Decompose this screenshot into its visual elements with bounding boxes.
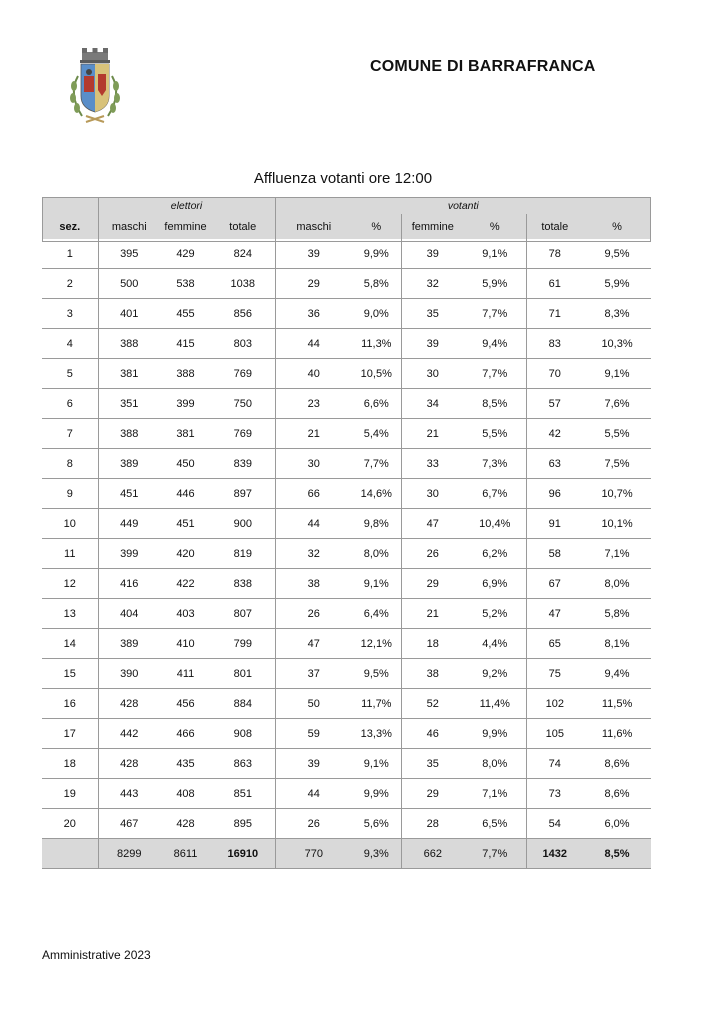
cell-vo-maschi-pct: 11,3% [352,329,401,359]
total-vo-femmine: 662 [401,839,464,869]
cell-el-maschi: 390 [98,659,160,689]
cell-vo-maschi: 66 [275,479,352,509]
col-el-totale: totale [211,214,275,239]
cell-sez: 10 [42,509,98,539]
cell-el-totale: 769 [211,419,275,449]
cell-el-totale: 851 [211,779,275,809]
cell-vo-femmine: 46 [401,719,464,749]
cell-vo-totale-pct: 10,7% [583,479,651,509]
cell-vo-totale: 61 [526,269,583,299]
cell-vo-femmine: 26 [401,539,464,569]
cell-vo-femmine-pct: 7,7% [464,299,526,329]
cell-el-totale: 895 [211,809,275,839]
cell-vo-totale: 78 [526,239,583,269]
cell-vo-totale-pct: 9,1% [583,359,651,389]
page-title: Affluenza votanti ore 12:00 [253,170,433,187]
cell-el-maschi: 443 [98,779,160,809]
cell-vo-totale: 73 [526,779,583,809]
cell-vo-totale-pct: 8,1% [583,629,651,659]
cell-vo-maschi: 36 [275,299,352,329]
cell-vo-totale: 105 [526,719,583,749]
cell-vo-femmine-pct: 10,4% [464,509,526,539]
cell-el-totale: 807 [211,599,275,629]
cell-el-maschi: 404 [98,599,160,629]
cell-sez: 7 [42,419,98,449]
col-vo-maschi: maschi [275,214,352,239]
table-row [42,629,651,659]
cell-el-maschi: 389 [98,629,160,659]
cell-sez: 15 [42,659,98,689]
cell-vo-totale: 57 [526,389,583,419]
total-el-maschi: 8299 [98,839,160,869]
table-row [42,599,651,629]
cell-vo-femmine-pct: 5,2% [464,599,526,629]
cell-vo-totale-pct: 10,1% [583,509,651,539]
cell-vo-femmine-pct: 8,5% [464,389,526,419]
cell-vo-femmine-pct: 9,1% [464,239,526,269]
cell-vo-femmine: 29 [401,569,464,599]
cell-vo-femmine-pct: 6,2% [464,539,526,569]
cell-vo-maschi-pct: 10,5% [352,359,401,389]
total-el-totale: 16910 [211,839,275,869]
cell-vo-totale-pct: 7,6% [583,389,651,419]
column-header-row [42,214,651,239]
cell-el-maschi: 401 [98,299,160,329]
cell-vo-maschi: 26 [275,809,352,839]
cell-el-maschi: 388 [98,329,160,359]
total-el-femmine: 8611 [160,839,211,869]
cell-vo-maschi: 23 [275,389,352,419]
cell-vo-femmine-pct: 9,9% [464,719,526,749]
cell-vo-maschi: 37 [275,659,352,689]
cell-el-totale: 801 [211,659,275,689]
cell-vo-femmine: 18 [401,629,464,659]
blank-header-cell [42,197,98,214]
cell-sez: 2 [42,269,98,299]
cell-vo-totale: 74 [526,749,583,779]
col-sez: sez. [42,214,98,239]
cell-el-femmine: 451 [160,509,211,539]
cell-vo-maschi-pct: 9,9% [352,779,401,809]
cell-vo-femmine-pct: 11,4% [464,689,526,719]
cell-el-maschi: 399 [98,539,160,569]
cell-vo-femmine-pct: 9,4% [464,329,526,359]
cell-vo-maschi-pct: 9,8% [352,509,401,539]
cell-vo-femmine: 35 [401,749,464,779]
cell-vo-femmine: 32 [401,269,464,299]
cell-el-totale: 839 [211,449,275,479]
comune-title: COMUNE DI BARRAFRANCA [370,58,596,75]
col-vo-totale-pct: % [583,214,651,239]
cell-vo-femmine: 47 [401,509,464,539]
cell-vo-totale-pct: 8,3% [583,299,651,329]
cell-el-maschi: 381 [98,359,160,389]
cell-el-totale: 838 [211,569,275,599]
cell-sez: 12 [42,569,98,599]
cell-vo-totale-pct: 7,5% [583,449,651,479]
cell-el-femmine: 388 [160,359,211,389]
col-el-femmine: femmine [160,214,211,239]
cell-vo-maschi: 40 [275,359,352,389]
col-vo-femmine: femmine [401,214,464,239]
group-header-row [42,197,651,214]
cell-vo-maschi: 26 [275,599,352,629]
cell-el-maschi: 467 [98,809,160,839]
table-row [42,809,651,839]
cell-vo-maschi-pct: 12,1% [352,629,401,659]
table-row [42,689,651,719]
cell-el-maschi: 388 [98,419,160,449]
group-votanti: votanti [275,197,651,214]
table-row [42,479,651,509]
cell-el-femmine: 399 [160,389,211,419]
cell-vo-maschi-pct: 5,6% [352,809,401,839]
cell-vo-maschi: 32 [275,539,352,569]
cell-vo-maschi-pct: 14,6% [352,479,401,509]
cell-vo-totale-pct: 9,5% [583,239,651,269]
cell-vo-maschi: 38 [275,569,352,599]
cell-el-totale: 803 [211,329,275,359]
table-row [42,419,651,449]
cell-vo-totale: 58 [526,539,583,569]
cell-el-totale: 900 [211,509,275,539]
cell-el-femmine: 428 [160,809,211,839]
cell-vo-femmine: 21 [401,599,464,629]
cell-vo-totale: 75 [526,659,583,689]
cell-vo-totale-pct: 5,5% [583,419,651,449]
table-row [42,659,651,689]
cell-vo-femmine-pct: 7,3% [464,449,526,479]
cell-el-totale: 863 [211,749,275,779]
cell-el-femmine: 415 [160,329,211,359]
cell-vo-totale: 91 [526,509,583,539]
cell-vo-femmine-pct: 6,5% [464,809,526,839]
table-row [42,449,651,479]
cell-vo-maschi-pct: 9,1% [352,569,401,599]
cell-vo-totale: 65 [526,629,583,659]
footer-note: Amministrative 2023 [42,948,151,962]
cell-vo-femmine: 39 [401,329,464,359]
total-vo-maschi-pct: 9,3% [352,839,401,869]
cell-vo-totale-pct: 5,8% [583,599,651,629]
cell-vo-femmine: 29 [401,779,464,809]
cell-sez: 8 [42,449,98,479]
cell-el-femmine: 422 [160,569,211,599]
cell-el-maschi: 416 [98,569,160,599]
cell-el-totale: 824 [211,239,275,269]
table-row [42,509,651,539]
cell-el-femmine: 411 [160,659,211,689]
total-vo-totale: 1432 [526,839,583,869]
cell-el-femmine: 420 [160,539,211,569]
cell-vo-maschi-pct: 5,8% [352,269,401,299]
table-row [42,569,651,599]
group-elettori: elettori [98,197,275,214]
cell-sez: 20 [42,809,98,839]
cell-vo-totale-pct: 8,0% [583,569,651,599]
cell-vo-maschi: 39 [275,749,352,779]
cell-vo-maschi: 21 [275,419,352,449]
cell-vo-maschi-pct: 11,7% [352,689,401,719]
cell-vo-maschi-pct: 13,3% [352,719,401,749]
cell-sez: 9 [42,479,98,509]
cell-sez: 19 [42,779,98,809]
cell-vo-totale: 71 [526,299,583,329]
cell-el-femmine: 410 [160,629,211,659]
cell-vo-femmine-pct: 9,2% [464,659,526,689]
cell-el-femmine: 455 [160,299,211,329]
cell-vo-femmine-pct: 4,4% [464,629,526,659]
cell-vo-maschi-pct: 8,0% [352,539,401,569]
cell-sez: 1 [42,239,98,269]
col-el-maschi: maschi [98,214,160,239]
cell-el-totale: 884 [211,689,275,719]
cell-el-femmine: 538 [160,269,211,299]
table-row [42,329,651,359]
cell-vo-totale-pct: 9,4% [583,659,651,689]
cell-vo-maschi-pct: 9,1% [352,749,401,779]
cell-el-femmine: 429 [160,239,211,269]
cell-vo-femmine: 52 [401,689,464,719]
cell-vo-maschi-pct: 6,4% [352,599,401,629]
cell-vo-totale-pct: 11,6% [583,719,651,749]
table-row [42,539,651,569]
cell-el-totale: 799 [211,629,275,659]
table-row [42,269,651,299]
cell-vo-totale-pct: 8,6% [583,749,651,779]
cell-vo-femmine: 30 [401,479,464,509]
cell-el-totale: 750 [211,389,275,419]
table-row [42,239,651,269]
cell-vo-maschi: 59 [275,719,352,749]
cell-sez: 13 [42,599,98,629]
cell-vo-maschi: 29 [275,269,352,299]
cell-vo-maschi-pct: 9,9% [352,239,401,269]
cell-vo-totale-pct: 11,5% [583,689,651,719]
cell-vo-maschi-pct: 5,4% [352,419,401,449]
cell-vo-femmine: 34 [401,389,464,419]
cell-vo-femmine: 21 [401,419,464,449]
cell-sez: 3 [42,299,98,329]
cell-el-totale: 819 [211,539,275,569]
cell-vo-totale: 67 [526,569,583,599]
totals-row [42,839,651,869]
cell-vo-femmine-pct: 5,9% [464,269,526,299]
total-vo-totale-pct: 8,5% [583,839,651,869]
cell-el-femmine: 381 [160,419,211,449]
cell-vo-maschi-pct: 9,5% [352,659,401,689]
cell-vo-maschi-pct: 7,7% [352,449,401,479]
col-vo-femmine-pct: % [464,214,526,239]
cell-vo-totale: 70 [526,359,583,389]
cell-vo-maschi: 39 [275,239,352,269]
cell-vo-totale-pct: 8,6% [583,779,651,809]
cell-el-femmine: 450 [160,449,211,479]
cell-vo-totale: 83 [526,329,583,359]
turnout-table [42,197,651,869]
cell-vo-totale-pct: 6,0% [583,809,651,839]
cell-vo-maschi: 44 [275,779,352,809]
cell-el-maschi: 389 [98,449,160,479]
cell-el-totale: 897 [211,479,275,509]
cell-vo-femmine: 38 [401,659,464,689]
cell-vo-maschi: 50 [275,689,352,719]
cell-el-maschi: 428 [98,689,160,719]
col-vo-totale: totale [526,214,583,239]
cell-el-femmine: 466 [160,719,211,749]
cell-vo-femmine: 28 [401,809,464,839]
cell-vo-maschi-pct: 9,0% [352,299,401,329]
cell-vo-femmine-pct: 8,0% [464,749,526,779]
cell-el-femmine: 403 [160,599,211,629]
cell-el-maschi: 351 [98,389,160,419]
cell-vo-maschi-pct: 6,6% [352,389,401,419]
cell-sez: 16 [42,689,98,719]
cell-sez: 18 [42,749,98,779]
cell-vo-femmine-pct: 6,7% [464,479,526,509]
cell-vo-femmine-pct: 7,1% [464,779,526,809]
col-vo-maschi-pct: % [352,214,401,239]
cell-el-maschi: 451 [98,479,160,509]
cell-el-femmine: 446 [160,479,211,509]
cell-sez: 17 [42,719,98,749]
cell-vo-totale: 54 [526,809,583,839]
cell-el-totale: 856 [211,299,275,329]
cell-vo-femmine: 33 [401,449,464,479]
cell-vo-totale: 42 [526,419,583,449]
cell-vo-femmine-pct: 6,9% [464,569,526,599]
cell-el-maschi: 500 [98,269,160,299]
total-vo-maschi: 770 [275,839,352,869]
cell-sez: 6 [42,389,98,419]
cell-el-maschi: 395 [98,239,160,269]
cell-el-femmine: 456 [160,689,211,719]
cell-vo-maschi: 47 [275,629,352,659]
cell-vo-maschi: 44 [275,509,352,539]
cell-el-maschi: 449 [98,509,160,539]
cell-sez: 14 [42,629,98,659]
table-row [42,779,651,809]
cell-sez: 5 [42,359,98,389]
cell-vo-totale: 102 [526,689,583,719]
cell-sez: 4 [42,329,98,359]
table-row [42,299,651,329]
cell-vo-maschi: 44 [275,329,352,359]
cell-vo-maschi: 30 [275,449,352,479]
cell-vo-femmine-pct: 7,7% [464,359,526,389]
table-row [42,389,651,419]
table-row [42,749,651,779]
cell-vo-totale: 96 [526,479,583,509]
cell-vo-totale-pct: 5,9% [583,269,651,299]
cell-el-totale: 908 [211,719,275,749]
cell-vo-femmine: 39 [401,239,464,269]
cell-vo-femmine: 35 [401,299,464,329]
cell-vo-totale-pct: 10,3% [583,329,651,359]
coat-of-arms-icon [64,46,126,128]
cell-vo-femmine: 30 [401,359,464,389]
cell-vo-totale-pct: 7,1% [583,539,651,569]
table-row [42,719,651,749]
cell-sez: 11 [42,539,98,569]
cell-el-femmine: 435 [160,749,211,779]
total-sez [42,839,98,869]
cell-el-totale: 769 [211,359,275,389]
cell-el-maschi: 428 [98,749,160,779]
cell-el-femmine: 408 [160,779,211,809]
table-row [42,359,651,389]
cell-el-totale: 1038 [211,269,275,299]
cell-el-maschi: 442 [98,719,160,749]
cell-vo-totale: 47 [526,599,583,629]
cell-vo-femmine-pct: 5,5% [464,419,526,449]
total-vo-femmine-pct: 7,7% [464,839,526,869]
cell-vo-totale: 63 [526,449,583,479]
